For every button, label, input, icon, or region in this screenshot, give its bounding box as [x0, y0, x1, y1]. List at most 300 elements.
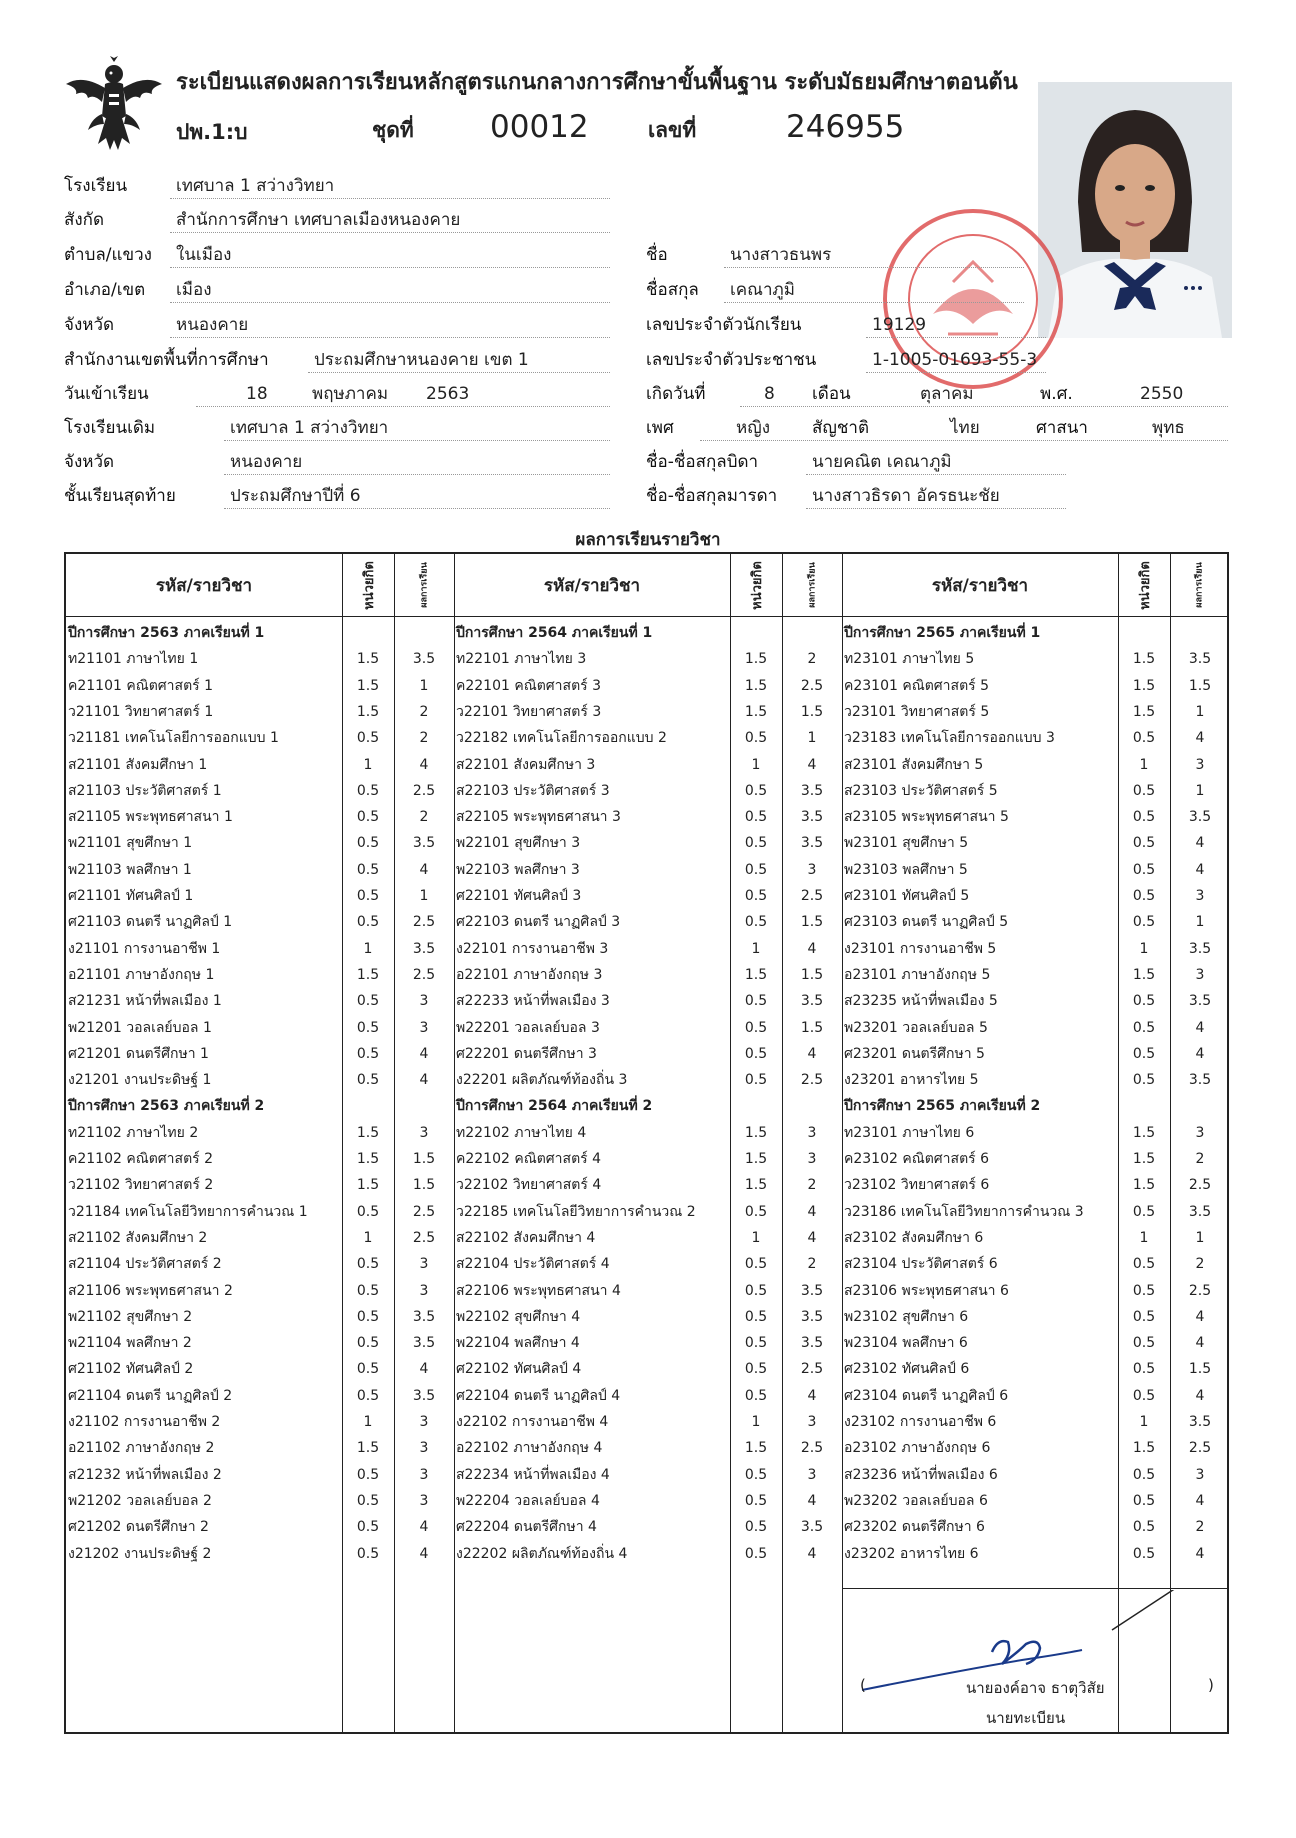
table-row: [842, 1225, 1228, 1251]
subject-cell: ศ23101 ทัศนศิลป์ 5: [844, 888, 970, 904]
credit-cell: 1.5: [744, 1124, 768, 1141]
credit-cell: 0.5: [744, 1072, 768, 1089]
credit-cell: 1.5: [744, 1177, 768, 1194]
province: หนองคาย: [176, 315, 249, 335]
grade-cell: 4: [1195, 730, 1205, 747]
dotted-line: [806, 508, 1066, 509]
student-id: 19129: [872, 315, 927, 335]
nationality-label: สัญชาติ: [812, 418, 869, 438]
subject-cell: ศ22104 ดนตรี นาฏศิลป์ 4: [456, 1387, 621, 1404]
grade-cell: 2.5: [800, 888, 824, 904]
grade-cell: 3.5: [412, 1308, 436, 1325]
religion: พุทธ: [1152, 418, 1185, 438]
nationality: ไทย: [950, 418, 980, 438]
grade-cell: 3: [419, 1124, 429, 1141]
subject-cell: ส21232 หน้าที่พลเมือง 2: [68, 1466, 222, 1483]
grade-cell: 4: [807, 1203, 817, 1220]
credit-cell: 0.5: [356, 888, 380, 904]
grade-cell: 3.5: [412, 835, 436, 852]
credit-cell: 1: [1139, 1414, 1149, 1430]
credit-cell: 1: [751, 1229, 761, 1246]
grade-cell: 3: [807, 1466, 817, 1483]
subject-cell: ง22201 ผลิตภัณฑ์ท้องถิ่น 3: [456, 1072, 628, 1089]
school-name: เทศบาล 1 สว่างวิทยา: [176, 176, 335, 196]
province-label: จังหวัด: [64, 315, 115, 335]
table-row: [454, 830, 842, 856]
subject-cell: ว21184 เทคโนโลยีวิทยาการคำนวณ 1: [68, 1203, 308, 1220]
subject-cell: ส23102 สังคมศึกษา 6: [844, 1229, 984, 1246]
subject-cell: ศ21202 ดนตรีศึกษา 2: [68, 1519, 209, 1536]
table-row: [842, 1462, 1228, 1488]
grade-cell: 3.5: [1188, 809, 1212, 826]
subject-cell: พ22102 สุขศึกษา 4: [456, 1308, 581, 1325]
credit-cell: 0.5: [1132, 993, 1156, 1010]
table-row: [66, 830, 454, 856]
credit-cell: 0.5: [1132, 1045, 1156, 1062]
subject-cell: ค21102 คณิตศาสตร์ 2: [68, 1151, 214, 1167]
grade-cell: 3.5: [1188, 1203, 1212, 1220]
credit-cell: 0.5: [356, 1072, 380, 1089]
subject-cell: ส22105 พระพุทธศาสนา 3: [456, 809, 621, 826]
subject-cell: ท23101 ภาษาไทย 6: [844, 1124, 975, 1141]
table-row: [842, 1435, 1228, 1461]
credit-cell: 0.5: [1132, 888, 1156, 904]
subject-cell: ง23202 อาหารไทย 6: [844, 1545, 979, 1562]
grade-cell: 2: [419, 809, 429, 826]
grade-cell: 3.5: [1188, 651, 1212, 668]
subject-cell: ส23235 หน้าที่พลเมือง 5: [844, 993, 998, 1010]
table-row: [454, 988, 842, 1014]
credit-cell: 0.5: [356, 1492, 380, 1509]
grade-cell: 4: [807, 756, 817, 773]
dotted-line: [224, 508, 610, 509]
table-row: [454, 1067, 842, 1093]
subject-cell: อ23101 ภาษาอังกฤษ 5: [844, 966, 991, 983]
form-code: ปพ.1:บ: [176, 120, 248, 144]
dotted-line: [224, 440, 610, 441]
grade-cell: 3: [419, 1466, 429, 1483]
header-subject: รหัส/รายวิชา: [931, 575, 1029, 596]
dotted-line: [170, 302, 610, 303]
subject-cell: ว21101 วิทยาศาสตร์ 1: [68, 703, 214, 720]
document-number: 246955: [786, 109, 905, 145]
credit-cell: 0.5: [1132, 1519, 1156, 1536]
subject-cell: พ21102 สุขศึกษา 2: [68, 1308, 193, 1325]
table-row: [842, 1067, 1228, 1093]
credit-cell: 1.5: [356, 651, 380, 668]
grade-cell: 1.5: [800, 703, 824, 720]
grades-column-2: [454, 554, 842, 1732]
subject-cell: ง23201 อาหารไทย 5: [844, 1072, 979, 1089]
grade-cell: 1: [1195, 782, 1205, 799]
subject-cell: ศ23104 ดนตรี นาฏศิลป์ 6: [844, 1387, 1009, 1404]
table-row: [66, 1015, 454, 1041]
grade-cell: 3: [1195, 1466, 1205, 1483]
grade-cell: 1.5: [800, 966, 824, 983]
affiliation-label: สังกัด: [64, 210, 105, 230]
header-credit-text: หน่วยกิต: [749, 560, 765, 610]
mother-name: นางสาวธิรดา อัครธนะชัย: [812, 486, 1000, 506]
table-row: [842, 1015, 1228, 1041]
credit-cell: 0.5: [744, 1466, 768, 1483]
table-row: [842, 1278, 1228, 1304]
grade-cell: 2.5: [800, 1440, 824, 1457]
credit-cell: 0.5: [744, 809, 768, 826]
table-row: [66, 988, 454, 1014]
credit-cell: 1.5: [1132, 651, 1156, 668]
subject-cell: ท23101 ภาษาไทย 5: [844, 651, 975, 668]
table-row: [842, 778, 1228, 804]
credit-cell: 0.5: [1132, 1466, 1156, 1483]
registrar-open-paren: (: [860, 1676, 866, 1694]
credit-cell: 1.5: [356, 1177, 380, 1194]
subject-cell: พ23101 สุขศึกษา 5: [844, 835, 969, 852]
table-row: [454, 1199, 842, 1225]
grade-cell: 2.5: [412, 966, 436, 983]
subject-cell: ศ21201 ดนตรีศึกษา 1: [68, 1045, 209, 1062]
semester-heading: [454, 620, 842, 646]
credit-cell: 1.5: [356, 1151, 380, 1167]
header-grade-text: ผลการเรียน: [808, 562, 818, 608]
table-row: [66, 778, 454, 804]
dotted-line: [740, 406, 1228, 407]
subject-cell: พ21201 วอลเลย์บอล 1: [68, 1019, 212, 1036]
registrar-close-paren: ): [1208, 1676, 1214, 1694]
credit-cell: 0.5: [1132, 782, 1156, 799]
semester-heading: [66, 620, 454, 646]
sex-label: เพศ: [646, 418, 674, 438]
grade-cell: 4: [1195, 1387, 1205, 1404]
grade-cell: 4: [1195, 861, 1205, 878]
table-row: [842, 1304, 1228, 1330]
grade-cell: 4: [1195, 1308, 1205, 1325]
grade-cell: 2.5: [800, 1361, 824, 1378]
table-row: [842, 1251, 1228, 1277]
grade-cell: 4: [419, 1072, 429, 1089]
subject-cell: ว23101 วิทยาศาสตร์ 5: [844, 703, 990, 720]
table-row: [66, 699, 454, 725]
grade-cell: 4: [807, 1045, 817, 1062]
table-row: [454, 1251, 842, 1277]
grade-cell: 2: [807, 1256, 817, 1273]
grade-cell: 3: [1195, 756, 1205, 773]
grades-column-1: [66, 554, 454, 1732]
area-office-label: สำนักงานเขตพื้นที่การศึกษา: [64, 350, 269, 370]
credit-cell: 1: [363, 1229, 373, 1246]
grade-cell: 4: [419, 1045, 429, 1062]
grade-cell: 3: [419, 1019, 429, 1036]
dotted-line: [170, 337, 610, 338]
grade-cell: 4: [1195, 1335, 1205, 1352]
table-row: [842, 1172, 1228, 1198]
subject-cell: ศ21101 ทัศนศิลป์ 1: [68, 888, 194, 904]
table-row: [66, 804, 454, 830]
subject-cell: ส22233 หน้าที่พลเมือง 3: [456, 993, 610, 1010]
grade-cell: 2: [807, 1177, 817, 1194]
grade-cell: 2: [1195, 1256, 1205, 1273]
table-row: [842, 725, 1228, 751]
semester-label: ปีการศึกษา 2564 ภาคเรียนที่ 2: [456, 1098, 653, 1115]
table-row: [454, 1172, 842, 1198]
credit-cell: 0.5: [1132, 1335, 1156, 1352]
subject-cell: พ21202 วอลเลย์บอล 2: [68, 1492, 212, 1509]
subject-cell: ค21101 คณิตศาสตร์ 1: [68, 677, 214, 694]
grade-cell: 4: [1195, 1019, 1205, 1036]
table-row: [66, 857, 454, 883]
grade-cell: 3: [419, 1282, 429, 1299]
table-row: [66, 1225, 454, 1251]
table-row: [454, 1146, 842, 1172]
registrar-title: นายทะเบียน: [986, 1709, 1066, 1727]
grade-cell: 3.5: [412, 1387, 436, 1404]
credit-cell: 1: [751, 756, 761, 773]
grade-cell: 4: [1195, 835, 1205, 852]
table-row: [454, 1278, 842, 1304]
credit-cell: 0.5: [356, 1545, 380, 1562]
subject-cell: ง21102 การงานอาชีพ 2: [68, 1414, 221, 1430]
entry-day: 18: [246, 384, 268, 404]
credit-cell: 0.5: [744, 1045, 768, 1062]
prev-school-label: โรงเรียนเดิม: [64, 418, 156, 438]
table-row: [842, 936, 1228, 962]
grade-cell: 3.5: [1188, 940, 1212, 957]
table-row: [66, 1146, 454, 1172]
subject-cell: พ23202 วอลเลย์บอล 6: [844, 1492, 988, 1509]
credit-cell: 1: [363, 756, 373, 773]
table-row: [842, 830, 1228, 856]
grade-cell: 3: [1195, 966, 1205, 983]
grade-cell: 4: [419, 1361, 429, 1378]
subject-cell: ง23101 การงานอาชีพ 5: [844, 940, 997, 957]
semester-label: ปีการศึกษา 2565 ภาคเรียนที่ 2: [844, 1098, 1041, 1115]
student-name: นางสาวธนพร: [730, 245, 832, 265]
grade-cell: 4: [1195, 1492, 1205, 1509]
subject-cell: อ21102 ภาษาอังกฤษ 2: [68, 1440, 215, 1457]
set-label: ชุดที่: [372, 118, 414, 142]
credit-cell: 0.5: [744, 1019, 768, 1036]
credit-cell: 0.5: [356, 730, 380, 747]
grade-cell: 1.5: [412, 1177, 436, 1194]
subject-cell: ส23104 ประวัติศาสตร์ 6: [844, 1256, 998, 1273]
credit-cell: 0.5: [744, 993, 768, 1010]
subject-cell: ส21106 พระพุทธศาสนา 2: [68, 1282, 233, 1299]
subject-cell: ศ21104 ดนตรี นาฏศิลป์ 2: [68, 1387, 233, 1404]
credit-cell: 0.5: [744, 1492, 768, 1509]
grade-cell: 3.5: [412, 651, 436, 668]
subject-cell: ส22234 หน้าที่พลเมือง 4: [456, 1466, 610, 1483]
table-row: [66, 1199, 454, 1225]
subject-cell: ค22101 คณิตศาสตร์ 3: [456, 677, 602, 694]
credit-cell: 0.5: [1132, 1492, 1156, 1509]
semester-label: ปีการศึกษา 2565 ภาคเรียนที่ 1: [844, 625, 1041, 641]
registrar-name: นายองค์อาจ ธาตุวิสัย: [966, 1679, 1105, 1697]
table-row: [842, 1409, 1228, 1435]
subject-cell: พ22103 พลศึกษา 3: [456, 861, 580, 878]
table-row: [842, 1514, 1228, 1540]
grade-cell: 2: [419, 730, 429, 747]
credit-cell: 1.5: [356, 966, 380, 983]
document-number-label: เลขที่: [648, 118, 697, 142]
credit-cell: 0.5: [1132, 1545, 1156, 1562]
semester-heading: [454, 1093, 842, 1119]
grade-cell: 4: [807, 940, 817, 957]
grade-cell: 3.5: [412, 1335, 436, 1352]
prev-school: เทศบาล 1 สว่างวิทยา: [230, 418, 389, 438]
subject-cell: ท21102 ภาษาไทย 2: [68, 1124, 199, 1141]
grades-table: [64, 552, 1229, 1734]
subject-cell: พ21101 สุขศึกษา 1: [68, 835, 193, 852]
credit-cell: 1.5: [744, 703, 768, 720]
credit-cell: 1.5: [1132, 703, 1156, 720]
header-grade-text: ผลการเรียน: [1195, 562, 1205, 608]
table-row: [454, 1304, 842, 1330]
dotted-line: [308, 372, 610, 373]
sex: หญิง: [736, 418, 770, 438]
grade-cell: 2: [1195, 1519, 1205, 1536]
table-row: [454, 752, 842, 778]
table-row: [454, 1541, 842, 1567]
subject-cell: ว22101 วิทยาศาสตร์ 3: [456, 703, 602, 720]
table-row: [454, 883, 842, 909]
dotted-line: [724, 302, 1024, 303]
grade-cell: 2.5: [412, 914, 436, 931]
subject-cell: ค23102 คณิตศาสตร์ 6: [844, 1151, 990, 1167]
subject-cell: ศ23201 ดนตรีศึกษา 5: [844, 1045, 985, 1062]
grade-cell: 3: [419, 1414, 429, 1430]
grade-cell: 3: [807, 1124, 817, 1141]
grade-cell: 4: [807, 1387, 817, 1404]
table-row: [454, 778, 842, 804]
grade-cell: 4: [419, 1545, 429, 1562]
header-subject: รหัส/รายวิชา: [543, 575, 641, 596]
grade-cell: 3.5: [800, 782, 824, 799]
grade-cell: 4: [807, 1492, 817, 1509]
grade-cell: 2: [807, 651, 817, 668]
grade-cell: 4: [419, 1519, 429, 1536]
subject-cell: ส21231 หน้าที่พลเมือง 1: [68, 993, 222, 1010]
credit-cell: 0.5: [356, 1203, 380, 1220]
credit-cell: 0.5: [744, 1387, 768, 1404]
subject-cell: ว23102 วิทยาศาสตร์ 6: [844, 1177, 990, 1194]
table-row: [454, 962, 842, 988]
table-row: [66, 883, 454, 909]
school-label: โรงเรียน: [64, 176, 128, 196]
entry-date-label: วันเข้าเรียน: [64, 384, 149, 404]
grade-cell: 1: [419, 888, 429, 904]
table-row: [842, 1488, 1228, 1514]
table-row: [842, 1199, 1228, 1225]
dotted-line: [170, 198, 610, 199]
table-row: [66, 1120, 454, 1146]
subject-cell: ส23105 พระพุทธศาสนา 5: [844, 809, 1009, 826]
document-title: ระเบียนแสดงผลการเรียนหลักสูตรแกนกลางการศึกษาขั้นพื้นฐาน ระดับมัธยมศึกษาตอนต้น: [176, 70, 1018, 95]
credit-cell: 0.5: [356, 1308, 380, 1325]
table-row: [454, 1225, 842, 1251]
birth-month: ตุลาคม: [920, 384, 974, 404]
semester-heading: [842, 1093, 1228, 1119]
credit-cell: 1.5: [1132, 966, 1156, 983]
grade-cell: 1.5: [412, 1151, 436, 1167]
grade-cell: 1: [807, 730, 817, 747]
subject-cell: ส21102 สังคมศึกษา 2: [68, 1229, 208, 1246]
grade-cell: 2.5: [800, 1072, 824, 1089]
table-row: [66, 673, 454, 699]
subject-cell: ส22102 สังคมศึกษา 4: [456, 1229, 596, 1246]
grade-cell: 4: [807, 1545, 817, 1562]
header-credit-text: หน่วยกิต: [361, 560, 377, 610]
section-title: ผลการเรียนรายวิชา: [575, 530, 721, 550]
table-row: [842, 1541, 1228, 1567]
grade-cell: 4: [419, 756, 429, 773]
table-row: [842, 1041, 1228, 1067]
table-row: [66, 1041, 454, 1067]
credit-cell: 0.5: [1132, 1072, 1156, 1089]
grade-cell: 1.5: [800, 1019, 824, 1036]
dotted-line: [724, 267, 1024, 268]
credit-cell: 0.5: [356, 1045, 380, 1062]
subject-cell: ส22106 พระพุทธศาสนา 4: [456, 1282, 621, 1299]
grade-cell: 1: [1195, 914, 1205, 931]
table-row: [842, 962, 1228, 988]
credit-cell: 0.5: [356, 1256, 380, 1273]
credit-cell: 0.5: [1132, 1256, 1156, 1273]
credit-cell: 0.5: [744, 782, 768, 799]
table-row: [66, 725, 454, 751]
credit-cell: 0.5: [356, 993, 380, 1010]
subject-cell: ว23183 เทคโนโลยีการออกแบบ 3: [844, 730, 1055, 747]
student-id-label: เลขประจำตัวนักเรียน: [646, 315, 802, 335]
table-row: [66, 1435, 454, 1461]
name-label: ชื่อ: [646, 245, 668, 265]
father-name: นายคณิต เคณาภูมิ: [812, 452, 952, 472]
religion-label: ศาสนา: [1036, 418, 1088, 438]
table-row: [66, 1172, 454, 1198]
table-row: [454, 1488, 842, 1514]
credit-cell: 1.5: [1132, 1177, 1156, 1194]
table-row: [66, 1067, 454, 1093]
table-row: [842, 857, 1228, 883]
credit-cell: 0.5: [356, 1519, 380, 1536]
credit-cell: 1.5: [1132, 1440, 1156, 1457]
grade-cell: 3: [419, 1256, 429, 1273]
credit-cell: 1.5: [744, 1151, 768, 1167]
credit-cell: 1.5: [1132, 1151, 1156, 1167]
credit-cell: 1.5: [744, 1440, 768, 1457]
credit-cell: 1.5: [356, 703, 380, 720]
subject-cell: พ23103 พลศึกษา 5: [844, 861, 968, 878]
subject-cell: ว21102 วิทยาศาสตร์ 2: [68, 1177, 214, 1194]
credit-cell: 0.5: [356, 1387, 380, 1404]
credit-cell: 0.5: [744, 1335, 768, 1352]
subject-cell: ศ22102 ทัศนศิลป์ 4: [456, 1361, 582, 1378]
subject-cell: ส23106 พระพุทธศาสนา 6: [844, 1282, 1009, 1299]
table-row: [66, 1514, 454, 1540]
entry-year: 2563: [426, 384, 470, 404]
subject-cell: ง22102 การงานอาชีพ 4: [456, 1414, 609, 1430]
credit-cell: 1.5: [744, 651, 768, 668]
grade-cell: 3.5: [1188, 1072, 1212, 1089]
last-level-label: ชั้นเรียนสุดท้าย: [64, 486, 176, 506]
student-surname: เคณาภูมิ: [730, 280, 795, 300]
table-row: [454, 1409, 842, 1435]
table-row: [454, 1330, 842, 1356]
grade-cell: 3.5: [800, 1519, 824, 1536]
grade-cell: 3: [1195, 1124, 1205, 1141]
table-row: [454, 857, 842, 883]
credit-cell: 0.5: [1132, 914, 1156, 931]
credit-cell: 1: [751, 940, 761, 957]
district-label: อำเภอ/เขต: [64, 280, 146, 300]
